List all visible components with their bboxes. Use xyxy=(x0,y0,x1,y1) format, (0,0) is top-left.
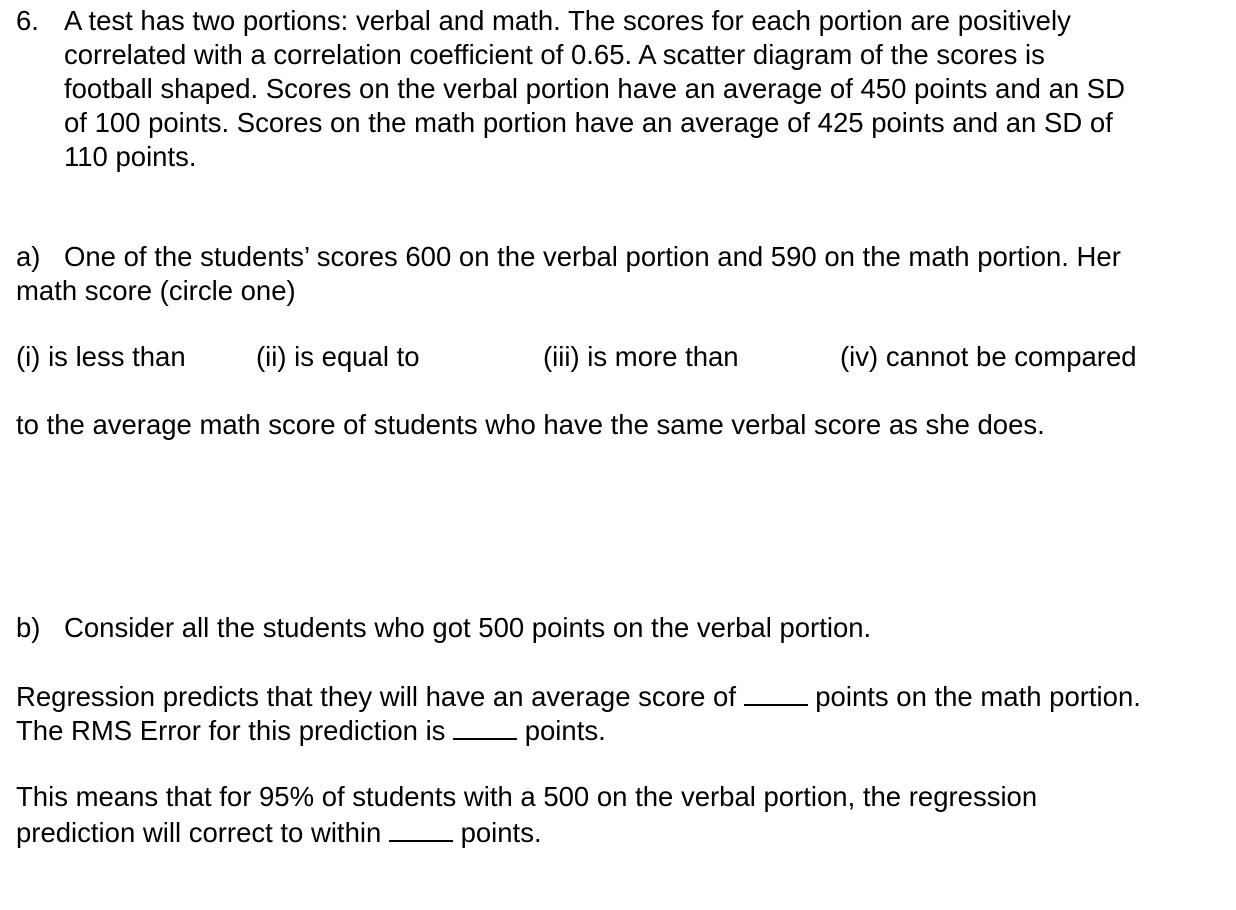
part-b-line2-before: The RMS Error for this prediction is xyxy=(16,715,446,746)
question-line: 110 points. xyxy=(64,141,197,172)
option-iii[interactable]: (iii) is more than xyxy=(543,341,739,372)
part-a-closing: to the average math score of students who have the same verbal score as she does. xyxy=(16,409,1045,440)
part-b-line4 xyxy=(16,814,542,850)
part-a-label: a) xyxy=(16,241,41,272)
part-b-line1 xyxy=(16,678,1141,714)
part-b-line4-after: points. xyxy=(460,817,542,848)
part-b-line1-before: Regression predicts that they will have an average score of xyxy=(16,681,736,712)
part-b-label: b) xyxy=(16,612,41,643)
option-i[interactable]: (i) is less than xyxy=(16,341,186,372)
question-line: of 100 points. Scores on the math portion have an average of 425 points and an SD of xyxy=(64,107,1113,138)
part-b-line1-after: points on the math portion. xyxy=(815,681,1141,712)
answer-blank-rms[interactable] xyxy=(453,712,517,740)
part-b-intro: Consider all the students who got 500 points on the verbal portion. xyxy=(64,612,872,643)
part-a-line2: math score (circle one) xyxy=(16,275,296,306)
question-line: correlated with a correlation coefficient of 0.65. A scatter diagram of the scores is xyxy=(64,39,1045,70)
part-b-line2-after: points. xyxy=(524,715,606,746)
question-line: A test has two portions: verbal and math. The scores for each portion are positively xyxy=(64,5,1071,36)
part-b-line2 xyxy=(16,712,606,748)
part-b-line4-before: prediction will correct to within xyxy=(16,817,382,848)
answer-blank-within[interactable] xyxy=(389,814,453,842)
question-line: football shaped. Scores on the verbal portion have an average of 450 points and an SD xyxy=(64,73,1126,104)
option-iv[interactable]: (iv) cannot be compared xyxy=(840,341,1137,372)
part-a-line1: One of the students’ scores 600 on the verbal portion and 590 on the math portion. Her xyxy=(64,241,1121,272)
part-b-line3: This means that for 95% of students with a 500 on the verbal portion, the regression xyxy=(16,781,1038,812)
option-ii[interactable]: (ii) is equal to xyxy=(256,341,420,372)
answer-blank-average[interactable] xyxy=(744,678,808,706)
question-text xyxy=(64,4,1125,174)
question-number: 6. xyxy=(16,5,39,36)
